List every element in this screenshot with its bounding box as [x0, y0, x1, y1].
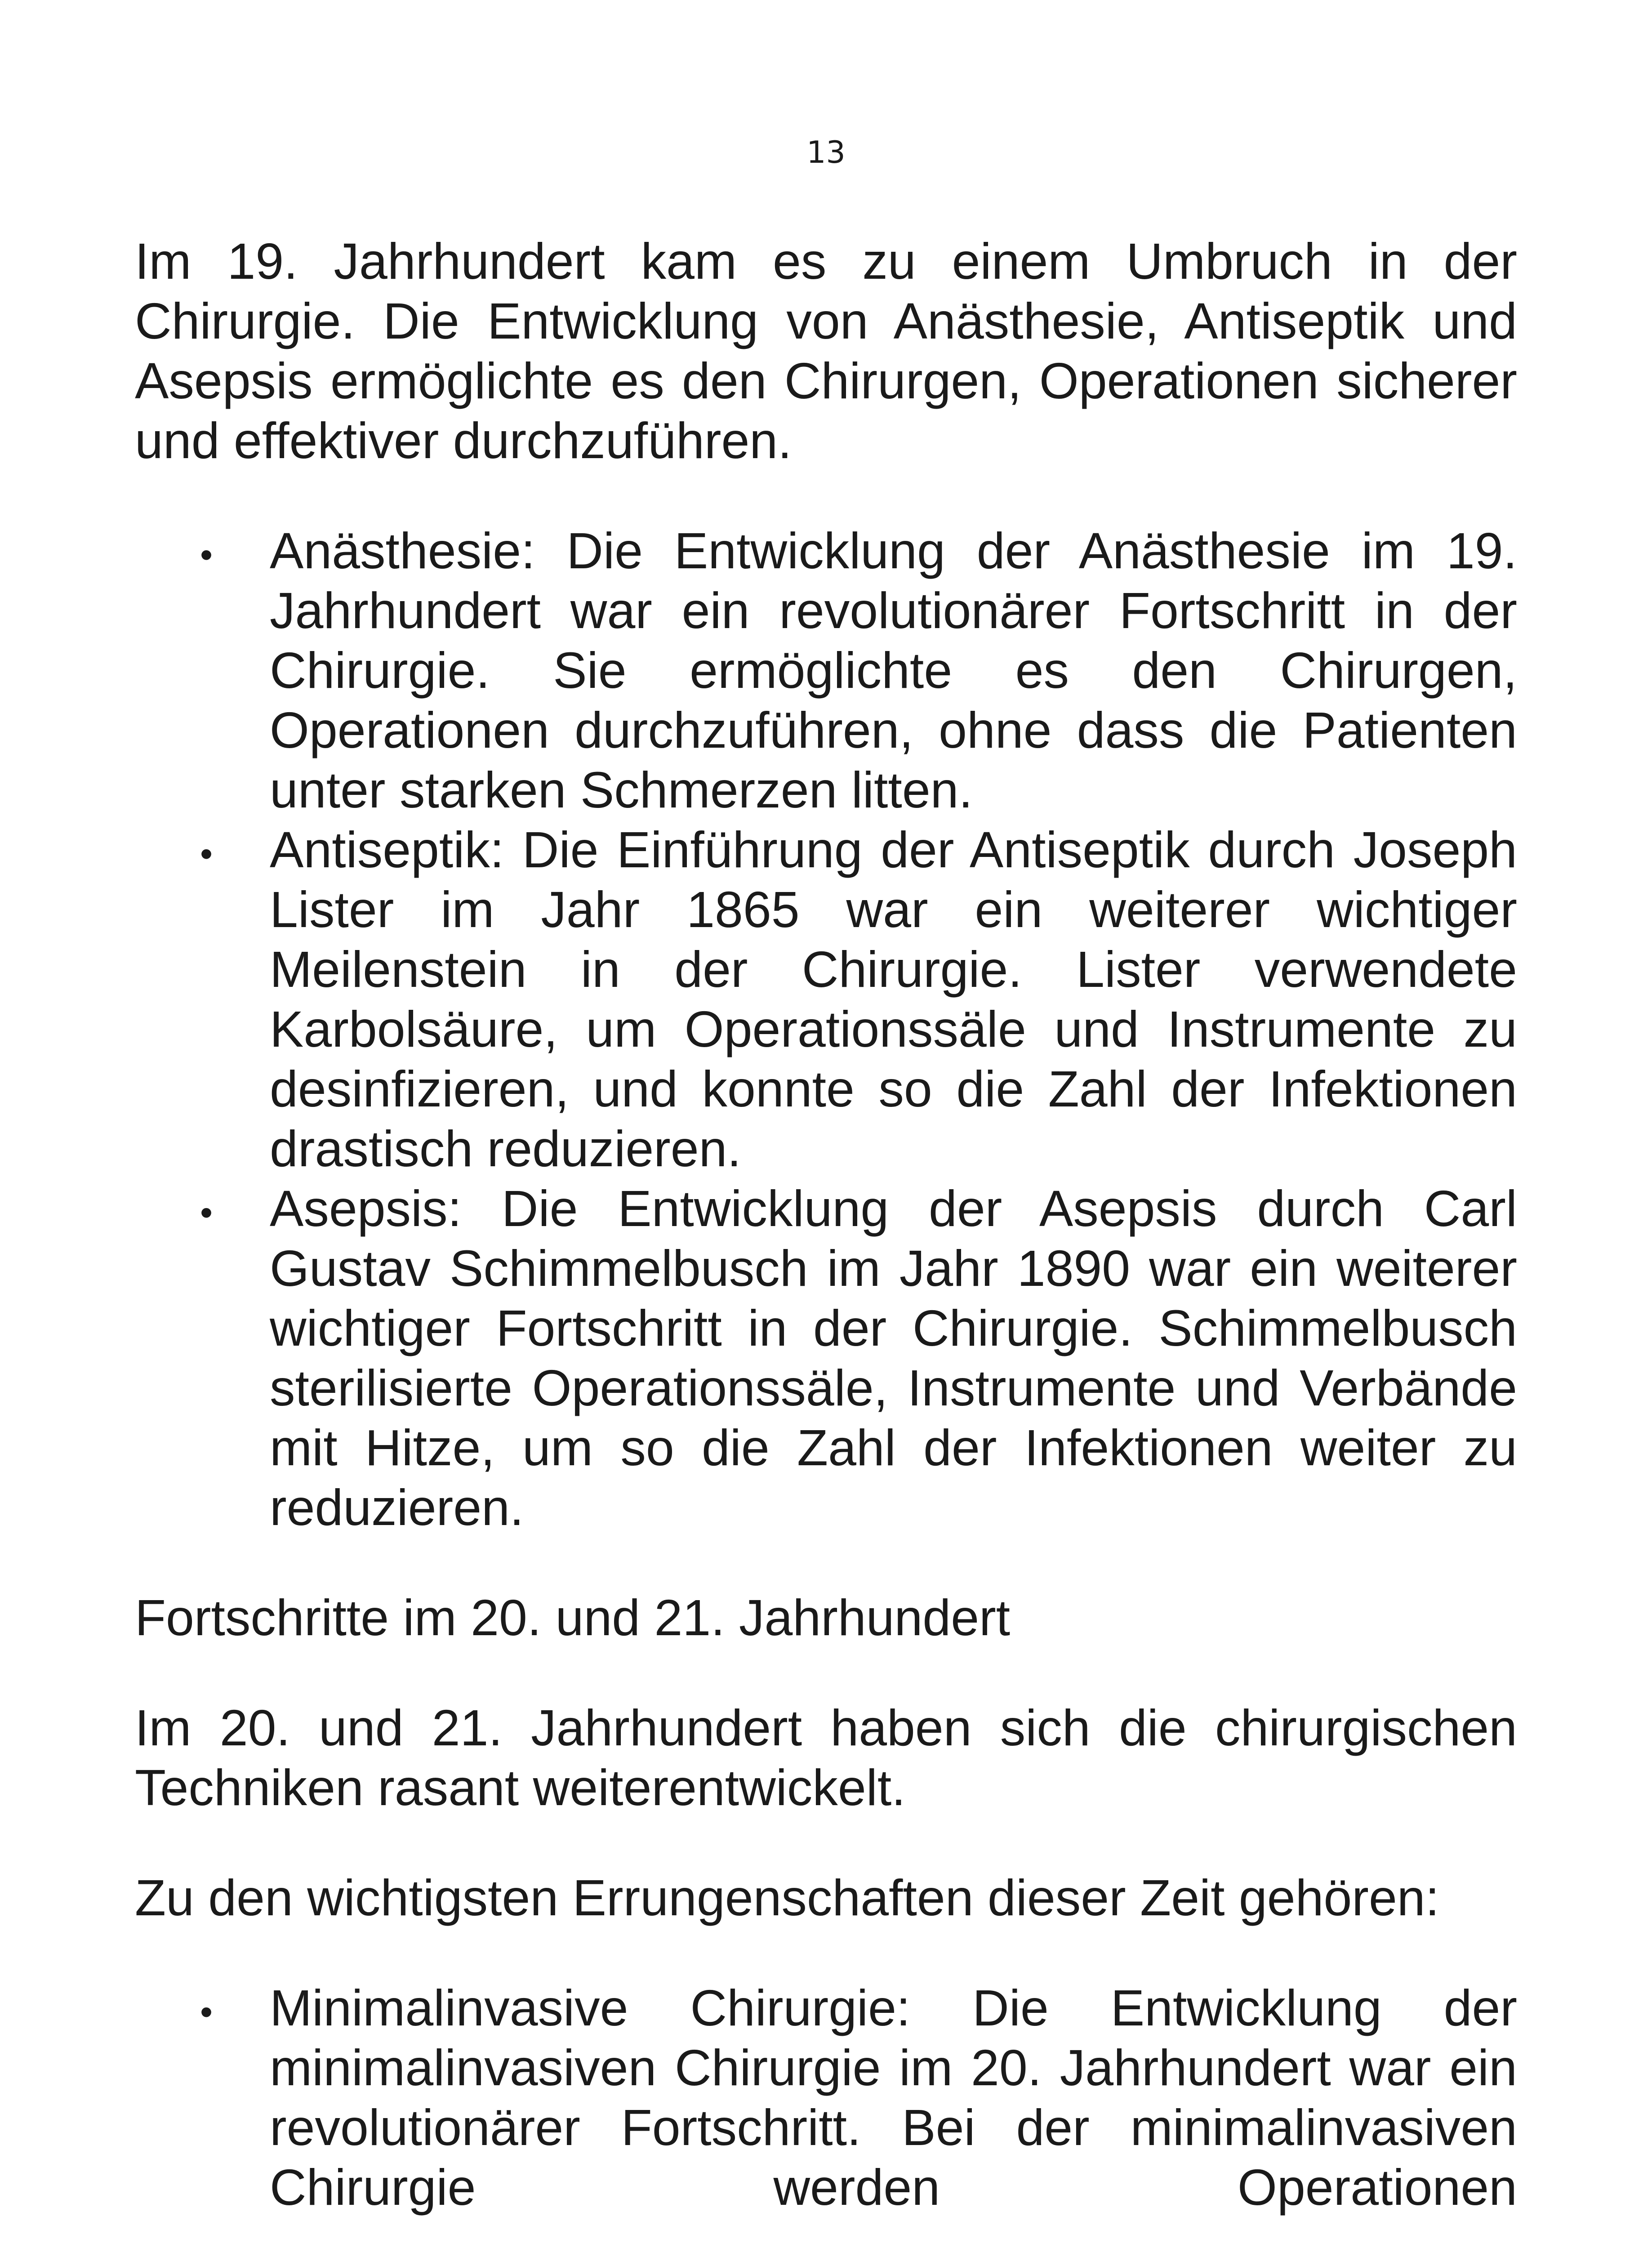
bullet-icon: •: [200, 834, 213, 874]
bullet-list-19th-century: [135, 521, 1517, 1538]
bullet-list-20th-century: [135, 1978, 1517, 2217]
list-item-minimalinvasive-chirurgie: [135, 1978, 1517, 2217]
list-item-text: Asepsis: Die Entwicklung der Asepsis durch Carl Gustav Schimmelbusch im Jahr 1890 war ein weiterer wichtiger Fortschritt in der Chirurgie. Schimmelbusch sterilisierte Operationssäle, Instrumente und Verbände mit Hitze, um so die Zahl der Infektionen weiter zu reduzieren.: [270, 1180, 1517, 1536]
page-body: [135, 232, 1517, 2217]
list-item-antiseptik: [135, 820, 1517, 1179]
list-item-text: Anästhesie: Die Entwicklung der Anästhesie im 19. Jahrhundert war ein revolutionärer Fortschritt in der Chirurgie. Sie ermöglichte es den Chirurgen, Operationen durchzuführen, ohne dass die Patienten unter starken Schmerzen litten.: [270, 522, 1517, 818]
bullet-icon: •: [200, 1192, 213, 1232]
list-item-text: Antiseptik: Die Einführung der Antiseptik durch Joseph Lister im Jahr 1865 war ein weiterer wichtiger Meilenstein in der Chirurgie. Lister verwendete Karbolsäure, um Operationssäle und Instrumente zu desinfizieren, und konnte so die Zahl der Infektionen drastisch reduzieren.: [270, 821, 1517, 1177]
paragraph-20th-century: Im 20. und 21. Jahrhundert haben sich die chirurgischen Techniken rasant weiterentwickelt.: [135, 1699, 1517, 1816]
section-heading: Fortschritte im 20. und 21. Jahrhundert: [135, 1589, 1011, 1646]
list-item-text: Minimalinvasive Chirurgie: Die Entwicklung der minimalinvasiven Chirurgie im 20. Jahrhundert war ein revolutionärer Fortschritt. Bei der minimalinvasiven Chirurgie werden Operationen: [270, 1980, 1517, 2216]
intro-paragraph: Im 19. Jahrhundert kam es zu einem Umbruch in der Chirurgie. Die Entwicklung von Anästhesie, Antiseptik und Asepsis ermöglichte es den Chirurgen, Operationen sicherer und effektiver durchzuführen.: [135, 233, 1517, 469]
bullet-icon: •: [200, 1992, 213, 2032]
achievements-paragraph: Zu den wichtigsten Errungenschaften dieser Zeit gehören:: [135, 1869, 1440, 1926]
list-item-asepsis: [135, 1179, 1517, 1538]
list-item-anaesthesie: [135, 521, 1517, 820]
bullet-icon: •: [200, 535, 213, 575]
page-number: 13: [806, 135, 846, 170]
